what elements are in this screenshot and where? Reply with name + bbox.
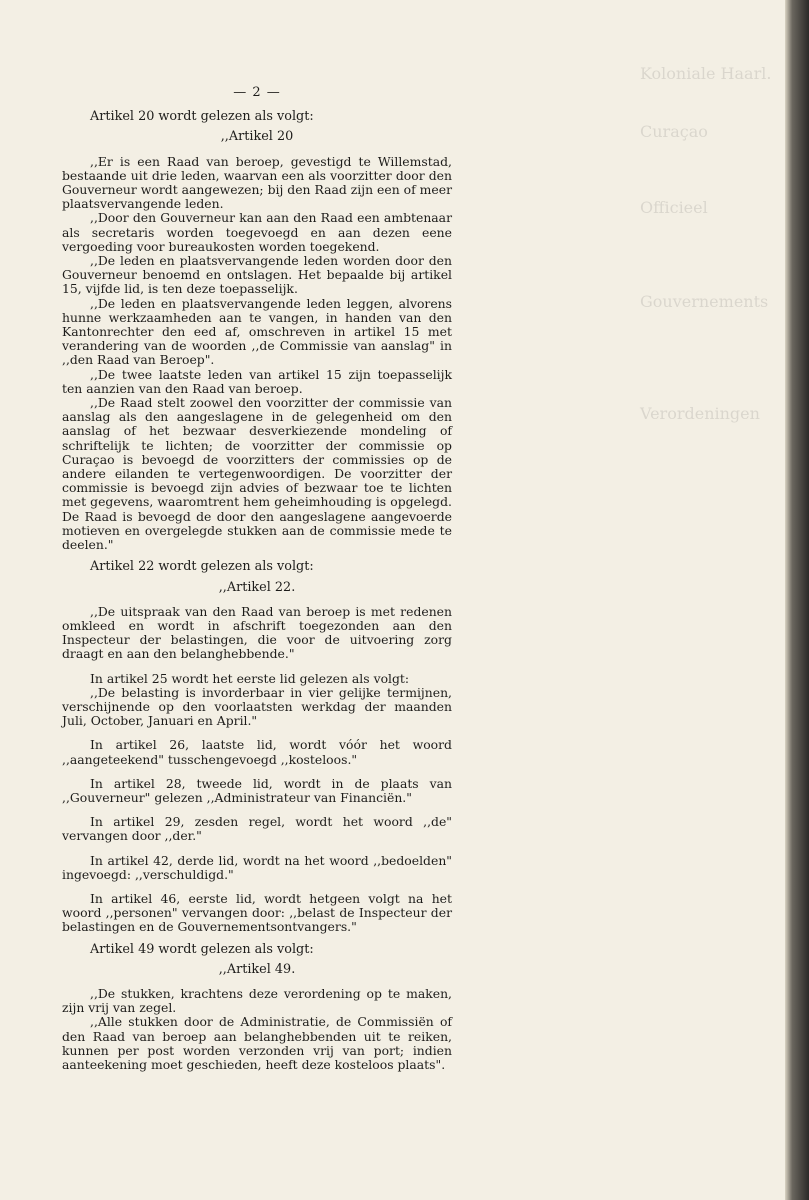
amendment-paragraph: In artikel 25 wordt het eerste lid gelezen als volgt: [90,670,410,686]
bleed-line: Koloniale Haarl. [640,64,772,83]
page-number: — 2 — [233,85,281,100]
amendment-paragraph: In artikel 26, laatste lid, wordt vóór het woord ,,aangeteekend" tusschengevoegd ,,kosteloos." [62,737,452,767]
article-intro: Artikel 20 wordt gelezen als volgt: [90,109,314,125]
quoted-paragraph: ,,Er is een Raad van beroep, gevestigd te Willemstad, bestaande uit drie leden, waarvan een als voorzitter door den Gouverneur wordt aangewezen; bij den Raad zijn een of meer plaatsvervangende leden. [62,153,452,212]
amendment-paragraph: In artikel 28, tweede lid, wordt in de plaats van ,,Gouverneur" gelezen ,,Administrateur van Financiën." [62,775,452,805]
bleed-through-text [640,60,780,620]
amendment-paragraph: In artikel 42, derde lid, wordt na het woord ,,bedoelden" ingevoegd: ,,verschuldigd." [62,852,452,882]
article-intro: Artikel 22 wordt gelezen als volgt: [90,559,314,575]
quoted-paragraph: ,,De uitspraak van den Raad van beroep is met redenen omkleed en wordt in afschrift toegezonden aan den Inspecteur der belastingen, die voor de uitvoering zorg draagt en aan den belanghebbende." [62,603,452,662]
text-column [62,86,452,1072]
quoted-paragraph: ,,De Raad stelt zoowel den voorzitter der commissie van aanslag als den aangeslagene in de gelegenheid om den aanslag of het bezwaar desverkiezende mondeling of schriftelijk te lichten; de voorzitter der commissie op Curaçao is bevoegd de voorzitters der commissies op de andere eilanden te vertegenwoordigen. De voorzitter der commissie is bevoegd zijn advies of bezwaar toe te lichten met gegevens, waaromtrent hem geheimhouding is opgelegd. De Raad is bevoegd de door den aangeslagene aangevoerde motieven en overgelegde stukken aan de commissie mede te deelen." [62,395,452,553]
article-title: ,,Artikel 20 [220,129,294,145]
quoted-paragraph: ,,De leden en plaatsvervangende leden worden door den Gouverneur benoemd en ontslagen. Het bepaalde bij artikel 15, vijfde lid, is ten deze toepasselijk. [62,253,452,297]
amendment-paragraph: In artikel 46, eerste lid, wordt hetgeen volgt na het woord ,,personen" vervangen door: ,,belast de Inspecteur der belastingen en de Gouvernementsontvangers." [62,890,452,935]
bleed-line: Gouvernements [640,292,769,311]
article-title: ,,Artikel 22. [218,579,296,595]
quoted-paragraph: ,,De belasting is invorderbaar in vier gelijke termijnen, verschijnende op den voorlaatsten werkdag der maanden Juli, October, Januari en April." [62,684,452,729]
article-intro: Artikel 49 wordt gelezen als volgt: [90,941,314,957]
quoted-paragraph: ,,Alle stukken door de Administratie, de Commissiën of den Raad van beroep aan belanghebbenden uit te reiken, kunnen per post worden verzonden vrij van port; indien aanteekening moet geschieden, heeft deze kosteloos plaats". [62,1014,452,1072]
bleed-line: Curaçao [640,122,708,141]
bleed-line: Officieel [640,198,708,217]
article-title: ,,Artikel 49. [218,961,296,977]
page-edge-shadow [785,0,809,1200]
bleed-line: Verordeningen [640,404,760,423]
quoted-paragraph: ,,De stukken, krachtens deze verordening op te maken, zijn vrij van zegel. [62,985,452,1016]
quoted-paragraph: ,,Door den Gouverneur kan aan den Raad een ambtenaar als secretaris worden toegevoegd en aan dezen eene vergoeding voor bureaukosten worden toegekend. [62,210,452,254]
quoted-paragraph: ,,De leden en plaatsvervangende leden leggen, alvorens hunne werkzaamheden aan te vangen, in handen van den Kantonrechter den eed af, omschreven in artikel 15 met verandering van de woorden ,,de Commissie van aanslag" in ,,den Raad van Beroep". [62,295,452,368]
quoted-paragraph: ,,De twee laatste leden van artikel 15 zijn toepasselijk ten aanzien van den Raad van beroep. [62,366,452,396]
amendment-paragraph: In artikel 29, zesden regel, wordt het woord ,,de" vervangen door ,,der." [62,814,452,844]
article-body [62,110,452,1072]
